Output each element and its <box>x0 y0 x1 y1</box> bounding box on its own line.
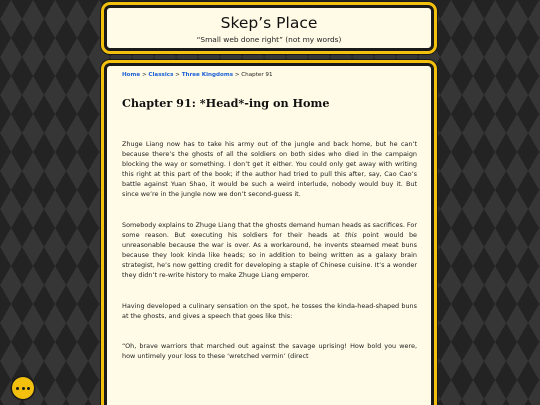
more-dots-icon <box>16 387 19 390</box>
chapter-title: Chapter 91: *Head*-ing on Home <box>122 96 330 110</box>
paragraph: Having developed a culinary sensation on the spot, he tosses the kinda-head-shaped buns at the ghosts, and gives a speech that goes like this: <box>122 301 417 320</box>
site-header <box>104 5 434 51</box>
paragraph <box>122 220 417 281</box>
menu-button[interactable] <box>12 377 34 399</box>
paragraph-text: Somebody explains to Zhuge Liang that the ghosts demand human heads as sacrifices. For some reason. But executing his soldiers for their heads at <box>122 220 417 239</box>
breadcrumb <box>122 71 417 80</box>
breadcrumb-separator: > <box>141 72 147 78</box>
breadcrumb-classics-link[interactable]: Classics <box>148 72 174 78</box>
emphasis-text: this <box>345 230 357 239</box>
breadcrumb-separator: > <box>234 72 240 78</box>
paragraph: “Oh, brave warriors that marched out against the savage uprising! How bold you were, how untimely your loss to these ‘wretched vermin’ (direct <box>122 342 417 361</box>
paragraph: Zhuge Liang now has to take his army out of the jungle and back home, but he can’t because there’s the ghosts of all the soldiers on both sides who died in the campaign blocking the way or something. I don’t get it either. You could only get away with writing this right at this part of the book; if the author had tried to pull this after, say, Cao Cao’s battle against Yuan Shao, it would be such a weird interlude, nobody would buy it. But since we’re in the jungle now we don’t second-guess it. <box>122 140 417 199</box>
content-card <box>104 63 434 405</box>
breadcrumb-three-kingdoms-link[interactable]: Three Kingdoms <box>181 72 234 78</box>
more-dots-icon <box>27 387 30 390</box>
chapter-body <box>122 139 417 361</box>
more-dots-icon <box>22 387 25 390</box>
paragraph-text: point would be unreasonable because the war is over. As a workaround, he invents steamed meat buns because they look kinda like heads; so in addition to being written as a galaxy brain strategist, he’s now getting credit for developing a staple of Chinese cuisine. It’s a wonder they didn’t re-write history to make Zhuge Liang emperor. <box>122 230 417 280</box>
site-tagline: “Small web done right” (not my words) <box>196 35 342 44</box>
site-title[interactable]: Skep’s Place <box>220 14 318 32</box>
breadcrumb-home-link[interactable]: Home <box>122 72 141 78</box>
breadcrumb-current: Chapter 91 <box>241 72 273 78</box>
breadcrumb-separator: > <box>175 72 180 78</box>
